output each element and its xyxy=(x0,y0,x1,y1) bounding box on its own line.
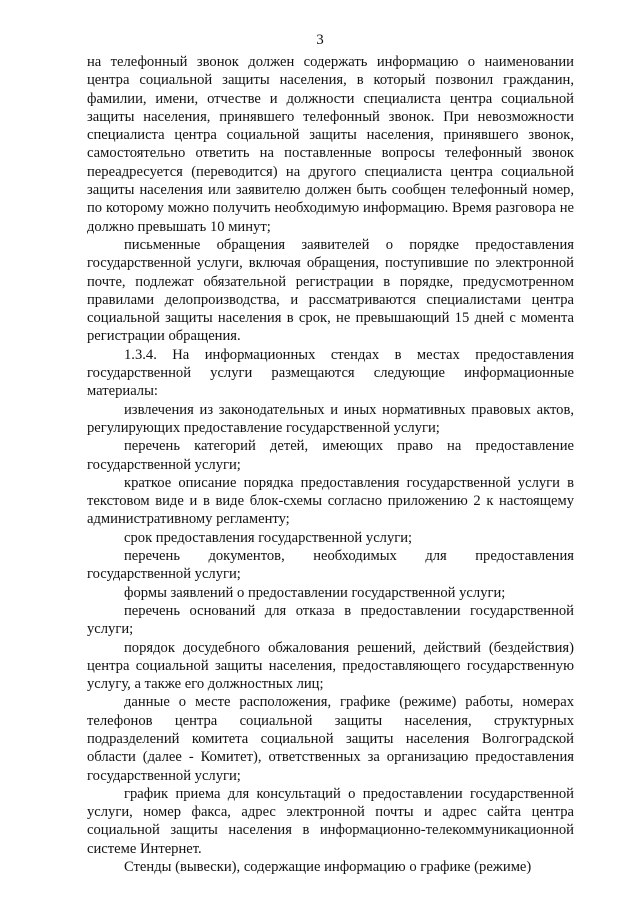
list-item-refusal-grounds: перечень оснований для отказа в предоставлении государственной услуги; xyxy=(87,602,574,638)
list-item-procedure-description: краткое описание порядка предоставления государственной услуги в текстовом виде и в виде блок-схемы согласно приложению 2 к настоящему административному регламенту; xyxy=(87,474,574,528)
list-item-service-term: срок предоставления государственной услуги; xyxy=(124,529,413,546)
paragraph-written-requests: письменные обращения заявителей о порядке предоставления государственной услуги, включая обращения, поступившие по электронной почте, подлежат обязательной регистрации в порядке, предусмотренном правилами делопроизводства, и рассматриваются специалистами центра социальной защиты населения в срок, не превышающий 15 дней с момента регистрации обращения. xyxy=(87,236,574,345)
paragraph-section-1-3-4: 1.3.4. На информационных стендах в местах предоставления государственной услуги размещаются следующие информационные материалы: xyxy=(87,346,574,400)
list-item-child-categories: перечень категорий детей, имеющих право на предоставление государственной услуги; xyxy=(87,438,574,473)
list-item-consultation-schedule: график приема для консультаций о предоставлении государственной услуги, номер факса, адрес электронной почты и адрес сайта центра социальной защиты населения в информационно-телекоммуникационной системе Интернет. xyxy=(87,785,574,857)
page-number: 3 xyxy=(316,32,324,48)
paragraph-stands: Стенды (вывески), содержащие информацию о графике (режиме) xyxy=(124,859,532,876)
list-item-application-forms: формы заявлений о предоставлении государственной услуги; xyxy=(124,584,506,601)
list-item-required-documents: перечень документов, необходимых для предоставления государственной услуги; xyxy=(87,548,574,583)
list-item-appeal-procedure: порядок досудебного обжалования решений, действий (бездействия) центра социальной защиты населения, предоставляющего государственную услугу, а также его должностных лиц; xyxy=(87,639,574,693)
document-body xyxy=(87,53,574,876)
list-item-location-schedule: данные о месте расположения, графике (режиме) работы, номерах телефонов центра социальной защиты населения, структурных подразделений комитета социальной защиты населения Волгоградской области (далее - Комитет), ответственных за организацию предоставления государственной услуги; xyxy=(87,694,574,784)
list-item-legal-extracts: извлечения из законодательных и иных нормативных правовых актов, регулирующих предоставление государственной услуги; xyxy=(87,401,574,436)
paragraph-call-content: на телефонный звонок должен содержать информацию о наименовании центра социальной защиты населения, в который позвонил гражданин, фамилии, имени, отчестве и должности специалиста центра социальной защиты населения, принявшего телефонный звонок. При невозможности специалиста центра социальной защиты населения, принявшего звонок, самостоятельно ответить на поставленные вопросы телефонный звонок переадресуется (переводится) на другого специалиста центра социальной защиты населения или заявителю должен быть сообщен телефонный номер, по которому можно получить необходимую информацию. Время разговора не должно превышать 10 минут; xyxy=(87,54,574,235)
